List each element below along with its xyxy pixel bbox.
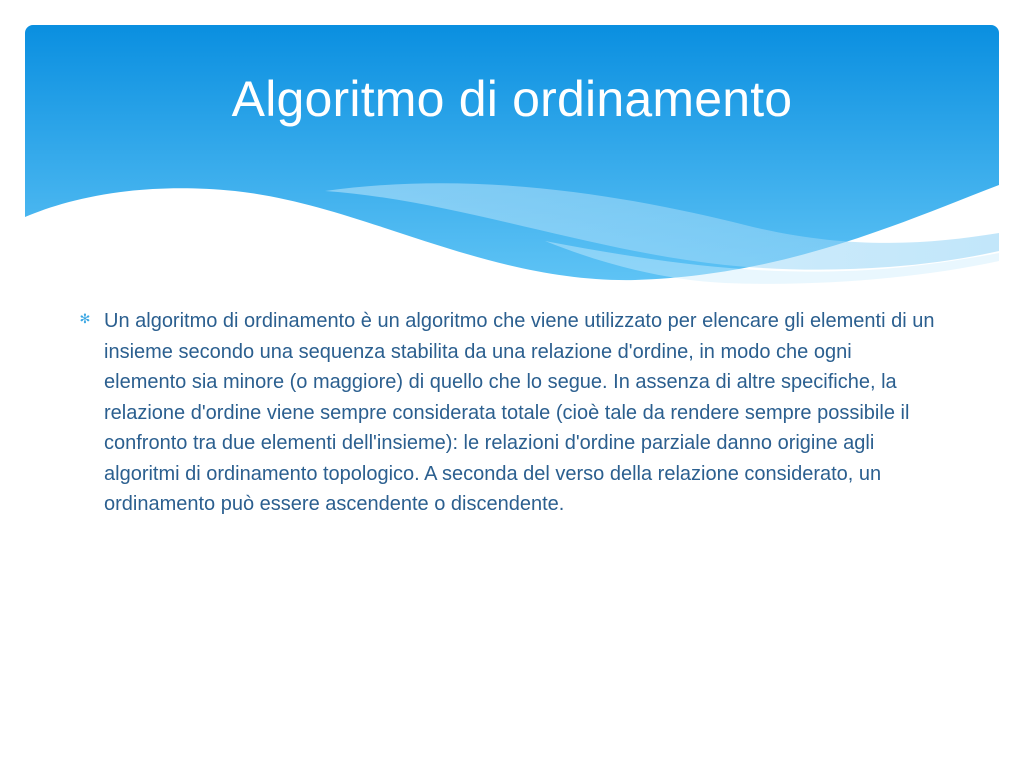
bullet-item bbox=[78, 306, 938, 520]
asterisk-bullet-icon: ✻ bbox=[79, 311, 91, 326]
bullet-text: Un algoritmo di ordinamento è un algoritmo che viene utilizzato per elencare gli elementi di un insieme secondo una sequenza stabilita da una relazione d'ordine, in modo che ogni elemento sia minore (o maggiore) di quello che lo segue. In assenza di altre specifiche, la relazione d'ordine viene sempre considerata totale (cioè tale da rendere sempre possibile il confronto tra due elementi dell'insieme): le relazioni d'ordine parziale danno origine agli algoritmi di ordinamento topologico. A seconda del verso della relazione considerato, un ordinamento può essere ascendente o discendente. bbox=[104, 310, 935, 515]
slide-content bbox=[78, 306, 938, 520]
slide-title: Algoritmo di ordinamento bbox=[231, 71, 793, 127]
header-banner bbox=[25, 25, 999, 290]
header-wave-graphic bbox=[25, 25, 999, 290]
